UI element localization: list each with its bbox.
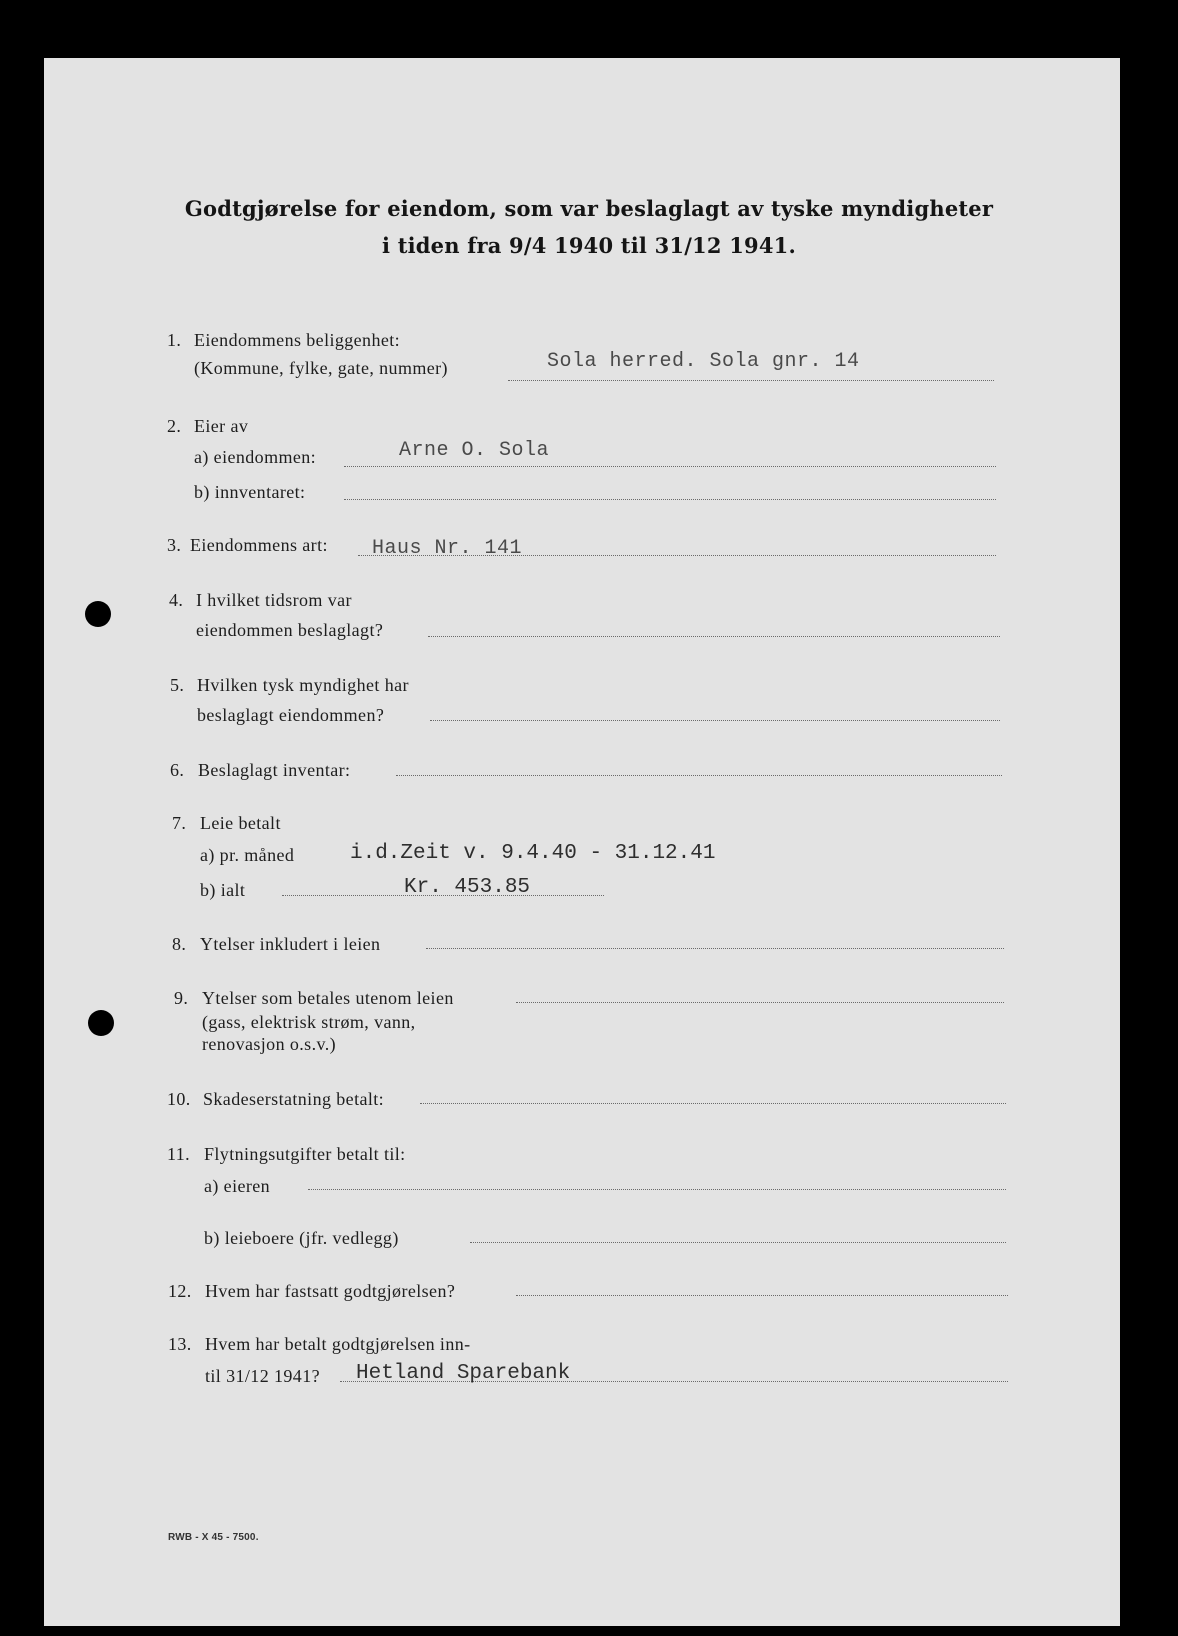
item-1-sublabel: (Kommune, fylke, gate, nummer) — [194, 358, 448, 378]
item-10-field-line — [420, 1103, 1006, 1104]
form-title-line-2: i tiden fra 9/4 1940 til 31/12 1941. — [382, 233, 796, 258]
item-10-label: Skadeserstatning betalt: — [203, 1089, 385, 1109]
item-7b-label: b) ialt — [200, 880, 246, 900]
item-3-number: 3. — [167, 535, 182, 555]
item-9-label: Ytelser som betales utenom leien — [202, 988, 454, 1008]
item-3-label: Eiendommens art: — [190, 535, 328, 555]
item-10-number: 10. — [167, 1089, 191, 1109]
item-2b-label: b) innventaret: — [194, 482, 306, 502]
form-title-line-1: Godtgjørelse for eiendom, som var beslaglagt av tyske myndigheter — [184, 196, 994, 221]
item-9-field-line — [516, 1002, 1004, 1003]
item-2a-value: Arne O. Sola — [399, 439, 550, 462]
item-2-label: Eier av — [194, 416, 249, 436]
item-2b-field-line — [344, 499, 996, 500]
item-11b-field-line — [470, 1242, 1006, 1243]
item-5-field-line — [430, 720, 1000, 721]
item-12-field-line — [516, 1295, 1008, 1296]
form-footer-code: RWB - X 45 - 7500. — [168, 1532, 259, 1543]
item-5-number: 5. — [170, 675, 185, 695]
item-12-label: Hvem har fastsatt godtgjørelsen? — [205, 1281, 456, 1301]
item-13-value: Hetland Sparebank — [356, 1362, 571, 1385]
item-9-sublabel-2: renovasjon o.s.v.) — [202, 1034, 337, 1054]
item-2a-field-line — [344, 466, 996, 467]
item-9-number: 9. — [174, 988, 189, 1008]
item-9-sublabel-1: (gass, elektrisk strøm, vann, — [202, 1012, 416, 1032]
item-1-value: Sola herred. Sola gnr. 14 — [547, 350, 860, 373]
item-4-field-line — [428, 636, 1000, 637]
item-3-value: Haus Nr. 141 — [372, 537, 523, 560]
item-8-number: 8. — [172, 934, 187, 954]
item-8-field-line — [426, 948, 1004, 949]
item-7b-value: Kr. 453.85 — [404, 876, 531, 899]
item-1-number: 1. — [167, 330, 182, 350]
item-11b-label: b) leieboere (jfr. vedlegg) — [204, 1228, 399, 1248]
punch-hole — [85, 601, 111, 627]
punch-hole — [88, 1010, 114, 1036]
item-6-label: Beslaglagt inventar: — [198, 760, 351, 780]
item-11a-label: a) eieren — [204, 1176, 271, 1196]
item-13-label: Hvem har betalt godtgjørelsen inn- — [205, 1334, 471, 1354]
item-7-label: Leie betalt — [200, 813, 281, 833]
item-8-label: Ytelser inkludert i leien — [200, 934, 381, 954]
item-6-number: 6. — [170, 760, 185, 780]
item-11-number: 11. — [167, 1144, 191, 1164]
item-12-number: 12. — [168, 1281, 192, 1301]
item-4-label: I hvilket tidsrom var — [196, 590, 352, 610]
item-4-number: 4. — [169, 590, 184, 610]
item-11-label: Flytningsutgifter betalt til: — [204, 1144, 406, 1164]
item-13-number: 13. — [168, 1334, 192, 1354]
item-1-label: Eiendommens beliggenhet: — [194, 330, 401, 350]
item-6-field-line — [396, 775, 1002, 776]
item-7-number: 7. — [172, 813, 187, 833]
item-5-sublabel: beslaglagt eiendommen? — [197, 705, 385, 725]
item-11a-field-line — [308, 1189, 1006, 1190]
item-5-label: Hvilken tysk myndighet har — [197, 675, 409, 695]
item-1-field-line — [508, 380, 994, 381]
item-2a-label: a) eiendommen: — [194, 447, 317, 467]
item-7a-value: i.d.Zeit v. 9.4.40 - 31.12.41 — [350, 842, 716, 865]
item-7a-label: a) pr. måned — [200, 845, 295, 865]
item-4-sublabel: eiendommen beslaglagt? — [196, 620, 384, 640]
item-13-sublabel: til 31/12 1941? — [205, 1366, 320, 1386]
item-2-number: 2. — [167, 416, 182, 436]
